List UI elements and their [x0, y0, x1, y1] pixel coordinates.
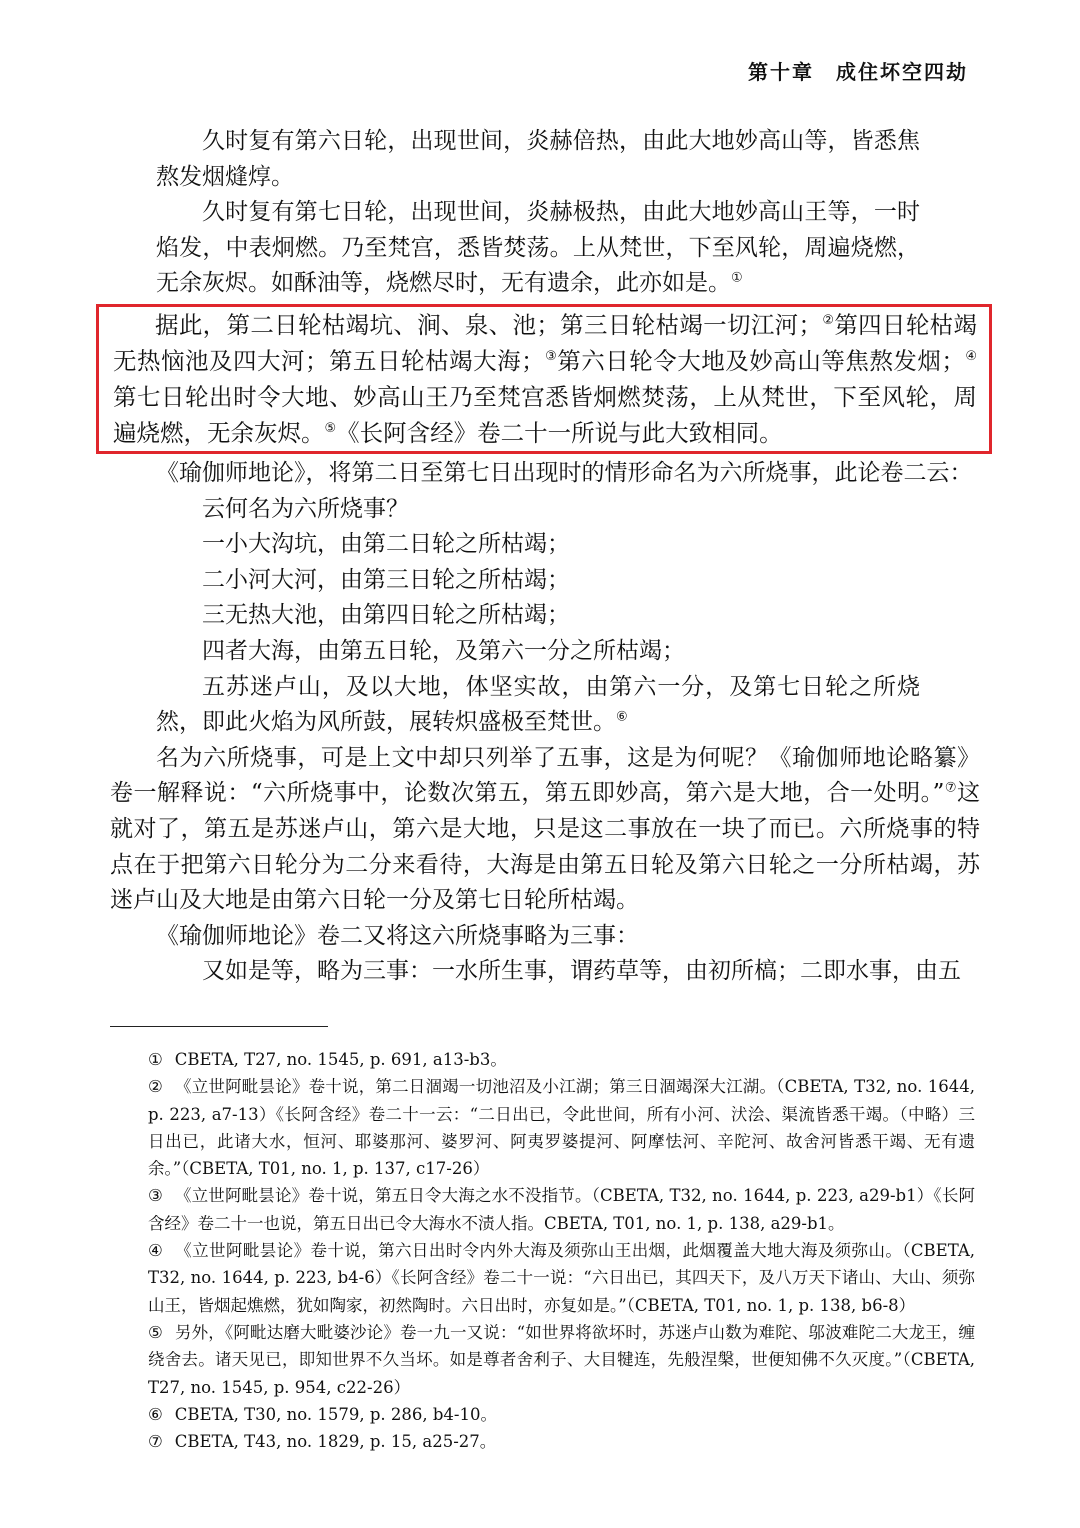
- body-text: 第六日轮令大地及妙高山等焦熬发烟；: [557, 347, 965, 374]
- footnote-separator: [110, 1026, 328, 1027]
- quote-paragraph: [110, 195, 980, 302]
- footnote: [110, 1319, 975, 1401]
- body-paragraph: [110, 456, 980, 492]
- quote-paragraph: [110, 124, 980, 195]
- footnote-ref[interactable]: ③: [544, 348, 558, 364]
- footnote-number: ⑦: [148, 1432, 163, 1452]
- footnote-text: 《立世阿毗昙论》卷十说，第二日涸竭一切池沼及小江湖；第三日涸竭深大江湖。（CBETA, T32, no. 1644, p. 223, a7-13）《长阿含经》卷二十一云：“二日出已，令此世间，所有小河、汱浍、渠流皆悉干竭。（中略）三日出已，此诸大水，恒河、耶婆那河、婆罗河、阿夷罗婆提河、阿摩怯河、辛陀河、故舍河皆悉干竭、无有遗余。”（CBETA, T01, no. 1, p. 137, c17-26）: [148, 1077, 975, 1179]
- quote-text: 久时复有第七日轮，出现世间，炎赫极热，由此大地妙高山王等，一时焰发，中表炯燃。乃至梵宫，悉皆焚荡。上从梵世，下至风轮，周遍烧燃，无余灰烬。如酥油等，烧燃尽时，无有遗余，此亦如是。: [156, 199, 920, 297]
- body-text: 《瑜伽师地论》卷二又将这六所烧事略为三事：: [156, 922, 639, 949]
- chapter-title: 成住坏空四劫: [836, 60, 968, 84]
- footnotes: [110, 1046, 975, 1455]
- body-text: 这就对了，第五是苏迷卢山，第六是大地，只是这二事放在一块了而已。六所烧事的特点在于把第六日轮分为二分来看待，大海是由第五日轮及第六日轮之一分所枯竭，苏迷卢山及大地是由第六日轮一分及第七日轮所枯竭。: [110, 780, 980, 914]
- footnote: [110, 1428, 975, 1455]
- quote-line: [110, 598, 980, 634]
- quote-text: 三无热大池，由第四日轮之所枯竭；: [202, 602, 570, 629]
- quote-text: 四者大海，由第五日轮，及第六一分之所枯竭；: [202, 637, 685, 664]
- footnote-ref[interactable]: ②: [822, 312, 835, 328]
- footnote-text: CBETA, T30, no. 1579, p. 286, b4-10。: [174, 1404, 497, 1424]
- footnote-text: 另外，《阿毗达磨大毗婆沙论》卷一九一又说：“如世界将欲坏时，苏迷卢山数为难陀、邬波难陀二大龙王，缠绕舍去。诸天见已，即知世界不久当坏。如是尊者舍利子、大目犍连，先般涅槃，世便知佛不久灭度。”（CBETA, T27, no. 1545, p. 954, c22-26）: [148, 1322, 976, 1397]
- main-text: [110, 124, 980, 990]
- highlighted-paragraph: [113, 307, 977, 451]
- footnote-text: CBETA, T27, no. 1545, p. 691, a13-b3。: [174, 1050, 507, 1069]
- footnote-text: CBETA, T43, no. 1829, p. 15, a25-27。: [174, 1432, 497, 1452]
- quote-text: 五苏迷卢山，及以大地，体坚实故，由第六一分，及第七日轮之所烧然，即此火焰为风所鼓，展转炽盛极至梵世。: [156, 673, 920, 736]
- quote-line: [110, 634, 980, 670]
- quote-line: [110, 954, 980, 990]
- footnote: [110, 1046, 975, 1073]
- footnote: [110, 1237, 975, 1319]
- quote-text: 二小河大河，由第三日轮之所枯竭；: [202, 566, 570, 593]
- footnote-number: ④: [148, 1241, 164, 1261]
- footnote-ref[interactable]: ④: [964, 348, 978, 364]
- footnote-ref[interactable]: ①: [731, 270, 743, 286]
- quote-text: 云何名为六所烧事？: [202, 495, 409, 522]
- footnote-ref[interactable]: ⑥: [616, 709, 628, 725]
- footnote: [110, 1073, 975, 1182]
- quote-line: [110, 527, 980, 563]
- body-text: 第四日轮枯竭无热恼池及四大河；第五日轮枯竭大海；: [113, 311, 978, 374]
- body-text: 据此，第二日轮枯竭坑、涧、泉、池；第三日轮枯竭一切江河；: [155, 311, 823, 338]
- running-header: [748, 56, 968, 85]
- highlighted-paragraph-box: [96, 304, 992, 454]
- footnote-number: ②: [148, 1077, 163, 1097]
- body-text: 《长阿含经》卷二十一所说与此大致相同。: [336, 419, 783, 446]
- body-text: 《瑜伽师地论》，将第二日至第七日出现时的情形命名为六所烧事，此论卷二云：: [156, 459, 973, 486]
- footnote-text: 《立世阿毗昙论》卷十说，第五日令大海之水不没指节。（CBETA, T32, no. 1644, p. 223, a29-b1）《长阿含经》卷二十一也说，第五日出已令大海水不渍人指。CBETA, T01, no. 1, p. 138, a29-b1。: [148, 1186, 975, 1233]
- body-text: 第七日轮出时令大地、妙高山王乃至梵宫悉皆炯燃焚荡，上从梵世，下至风轮，周遍烧燃，无余灰烬。: [113, 383, 977, 446]
- body-paragraph: [110, 919, 980, 955]
- quote-paragraph: [110, 670, 980, 741]
- body-paragraph: [110, 741, 980, 919]
- footnote-number: ⑥: [148, 1404, 163, 1424]
- quote-text: 久时复有第六日轮，出现世间，炎赫倍热，由此大地妙高山等，皆悉焦熬发烟熢焞。: [156, 128, 920, 190]
- footnote-number: ①: [148, 1050, 163, 1069]
- quote-text: 又如是等，略为三事：一水所生事，谓药草等，由初所槁；二即水事，由五: [202, 958, 961, 985]
- quote-line: [110, 492, 980, 528]
- quote-text: 一小大沟坑，由第二日轮之所枯竭；: [202, 531, 570, 558]
- footnote: [110, 1401, 975, 1428]
- chapter-number: 第十章: [748, 60, 814, 84]
- footnote-ref[interactable]: ⑦: [944, 780, 957, 796]
- footnote-ref[interactable]: ⑤: [324, 420, 337, 436]
- footnote-text: 《立世阿毗昙论》卷十说，第六日出时令内外大海及须弥山王出烟，此烟覆盖大地大海及须弥山。（CBETA, T32, no. 1644, p. 223, b4-6）《长阿含经》卷二十一说：“六日出已，其四天下，及八万天下诸山、大山、须弥山王，皆烟起燋燃，犹如陶家，初然陶时。六日出时，亦复如是。”（CBETA, T01, no. 1, p. 138, b6-8）: [148, 1241, 975, 1315]
- body-text: 名为六所烧事，可是上文中却只列举了五事，这是为何呢？《瑜伽师地论略纂》卷一解释说：“六所烧事中，论数次第五，第五即妙高，第六是大地，合一处明。”: [110, 744, 980, 807]
- footnote-number: ⑤: [148, 1322, 163, 1342]
- footnote-number: ③: [148, 1186, 163, 1206]
- quote-line: [110, 563, 980, 599]
- footnote: [110, 1182, 975, 1237]
